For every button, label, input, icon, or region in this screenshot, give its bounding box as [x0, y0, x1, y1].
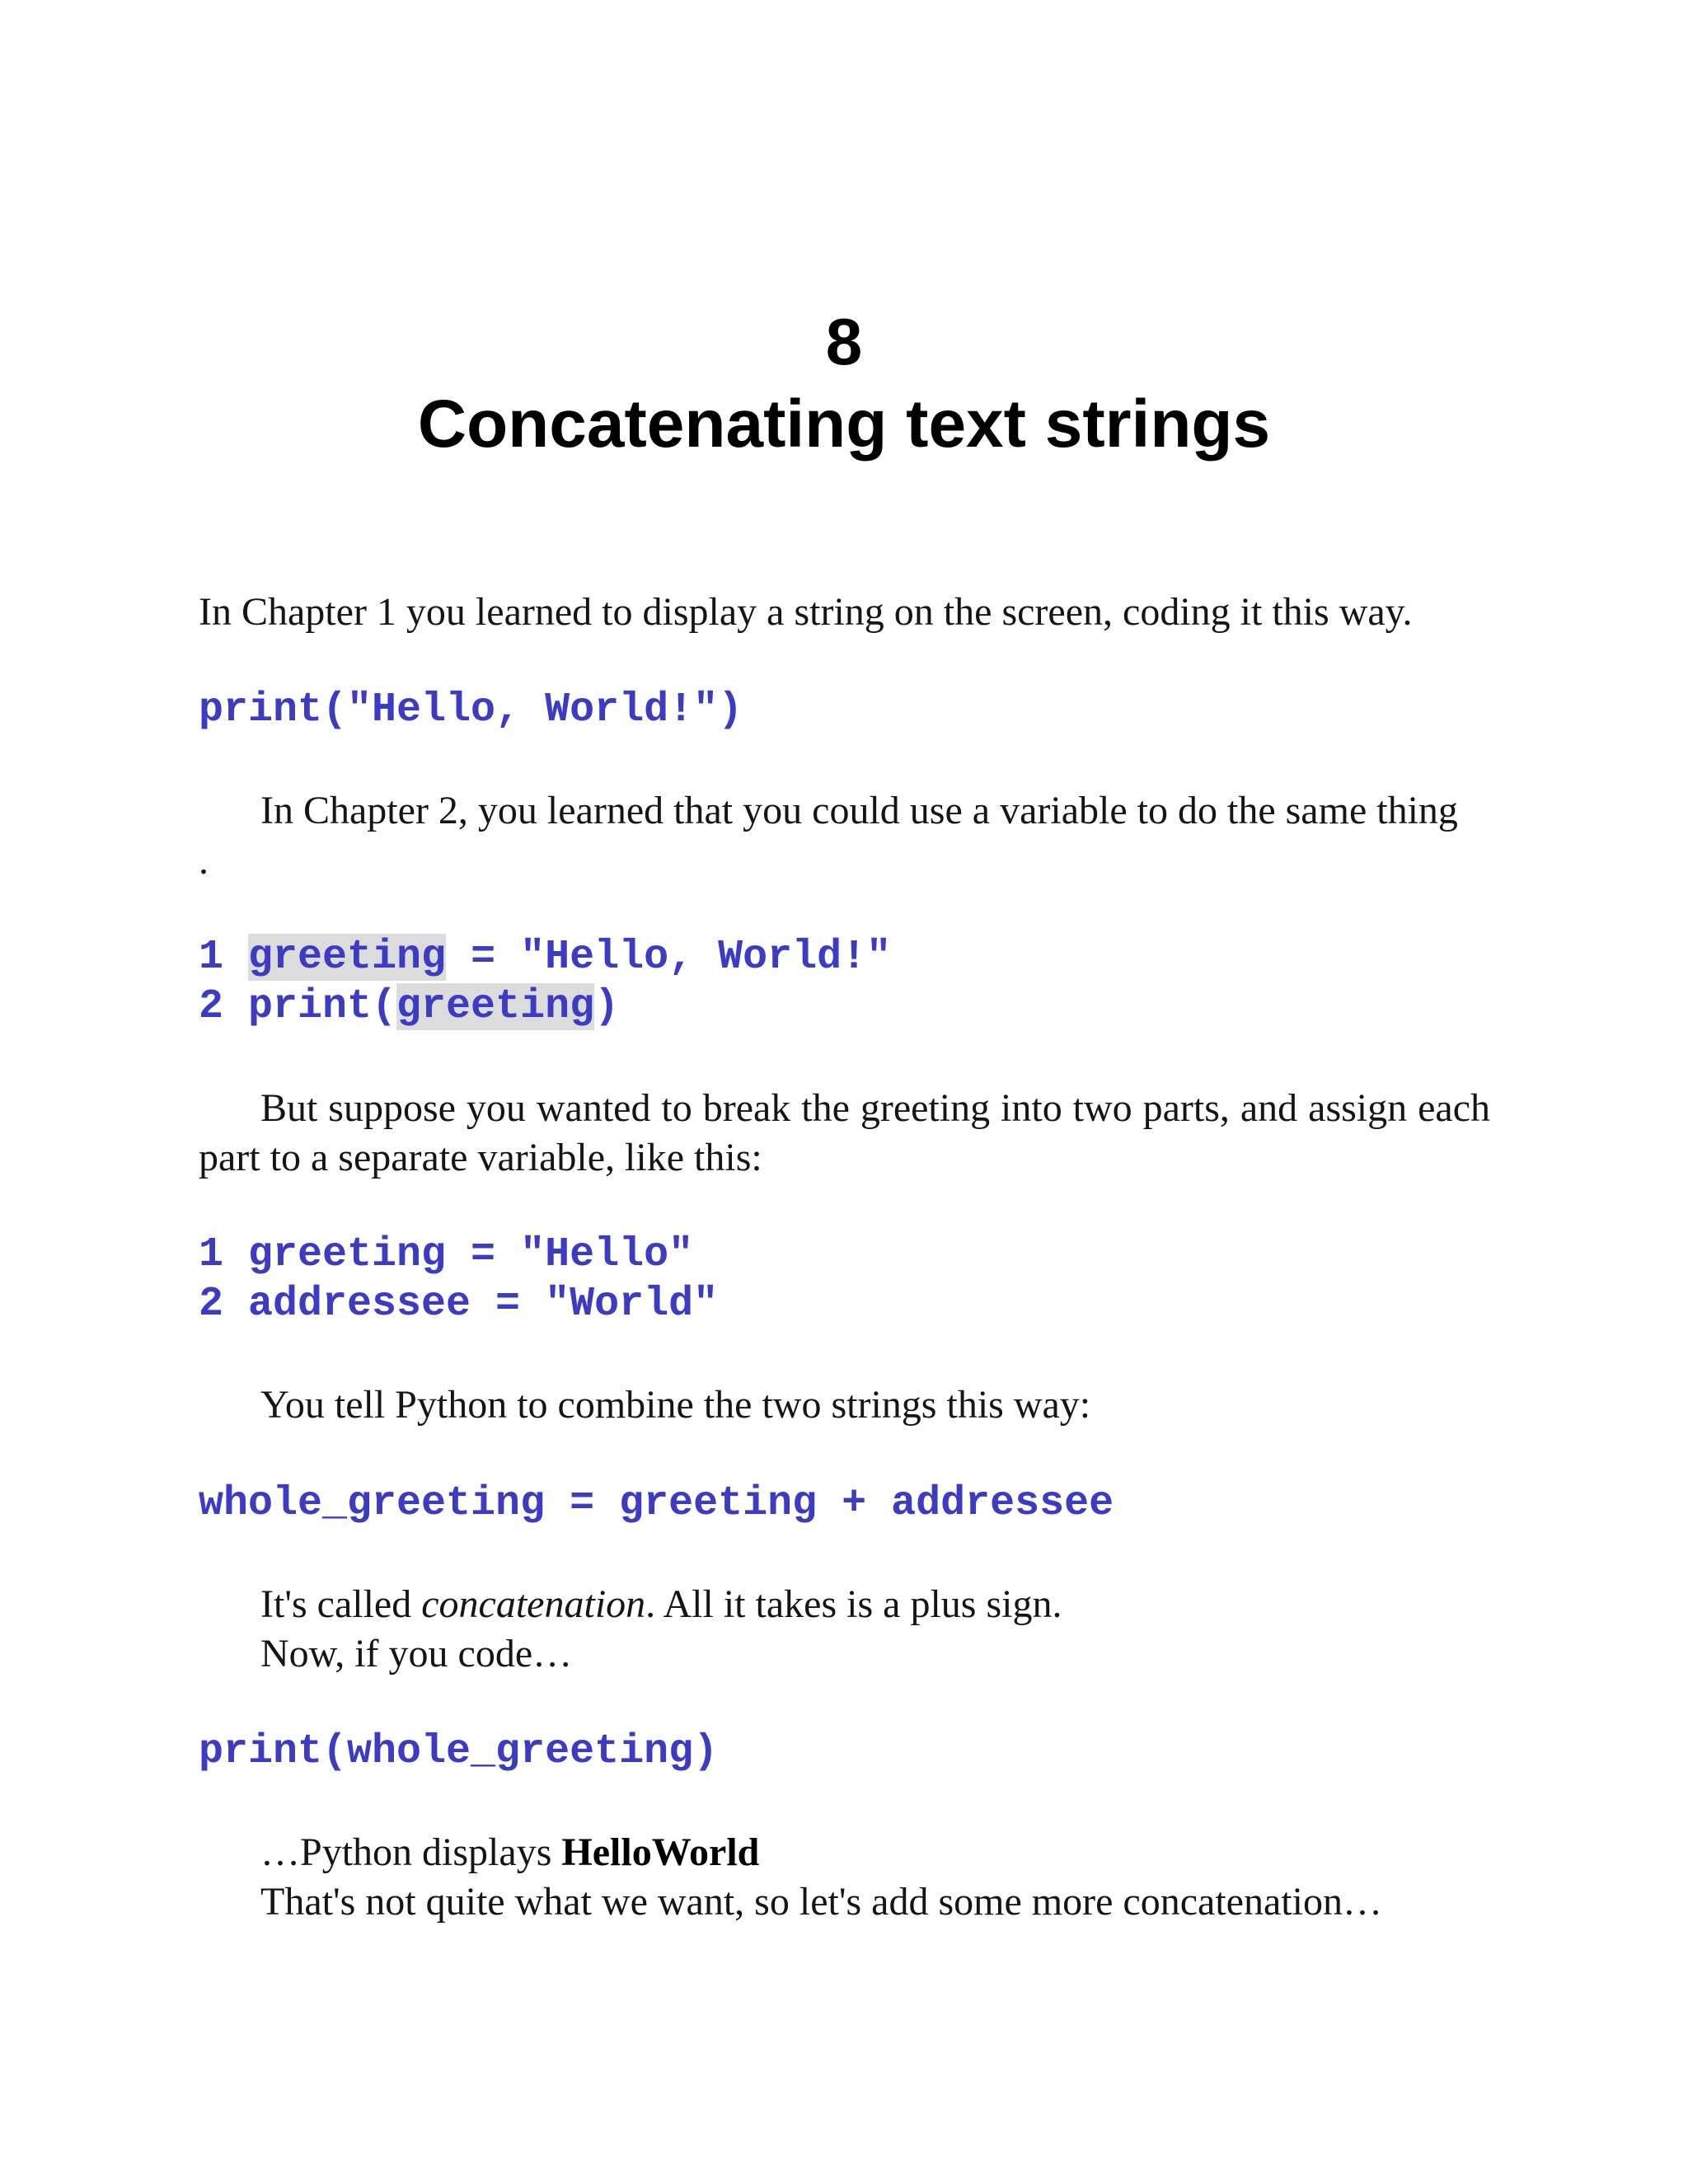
paragraph-combine: You tell Python to combine the two strings this way: — [260, 1383, 1091, 1427]
highlighted-variable: greeting — [248, 934, 447, 981]
code-print-hello: print("Hello, World!") — [199, 687, 743, 733]
code-text: ) — [594, 983, 620, 1030]
line-number: 2 — [199, 983, 249, 1030]
paragraph-concatenation — [260, 1580, 1062, 1629]
line-number: 1 — [199, 934, 249, 981]
paragraph-if-you-code: Now, if you code… — [260, 1632, 573, 1675]
text: . All it takes is a plus sign. — [645, 1582, 1062, 1626]
paragraph-chapter2-line2: . — [199, 839, 209, 883]
code-line-addressee: 2 addressee = "World" — [199, 1281, 719, 1328]
paragraph-intro: In Chapter 1 you learned to display a string on the screen, coding it this way. — [199, 590, 1413, 634]
chapter-number: 8 — [825, 305, 863, 378]
text: …Python displays — [260, 1830, 562, 1874]
bold-output: HelloWorld — [561, 1830, 760, 1874]
paragraph-chapter2-line1: In Chapter 2, you learned that you could use a variable to do the same thing — [260, 789, 1458, 832]
code-text: = "Hello, World!" — [446, 934, 892, 981]
paragraph-more-concatenation: That's not quite what we want, so let's add some more concatenation… — [260, 1880, 1382, 1924]
paragraph-suppose: But suppose you wanted to break the greeting into two parts, and assign each part to a separate variable, like this: — [199, 1086, 1490, 1179]
italic-term: concatenation — [421, 1582, 646, 1626]
code-whole-greeting: whole_greeting = greeting + addressee — [199, 1480, 1114, 1527]
text: It's called — [260, 1582, 422, 1626]
highlighted-variable: greeting — [396, 983, 595, 1030]
code-line-1 — [199, 933, 891, 982]
code-text: print( — [248, 983, 397, 1030]
paragraph-python-displays — [260, 1828, 759, 1877]
chapter-title: Concatenating text strings — [417, 387, 1271, 462]
code-line-greeting: 1 greeting = "Hello" — [199, 1231, 694, 1278]
code-line-2 — [199, 982, 619, 1032]
code-print-whole-greeting: print(whole_greeting) — [199, 1728, 719, 1775]
